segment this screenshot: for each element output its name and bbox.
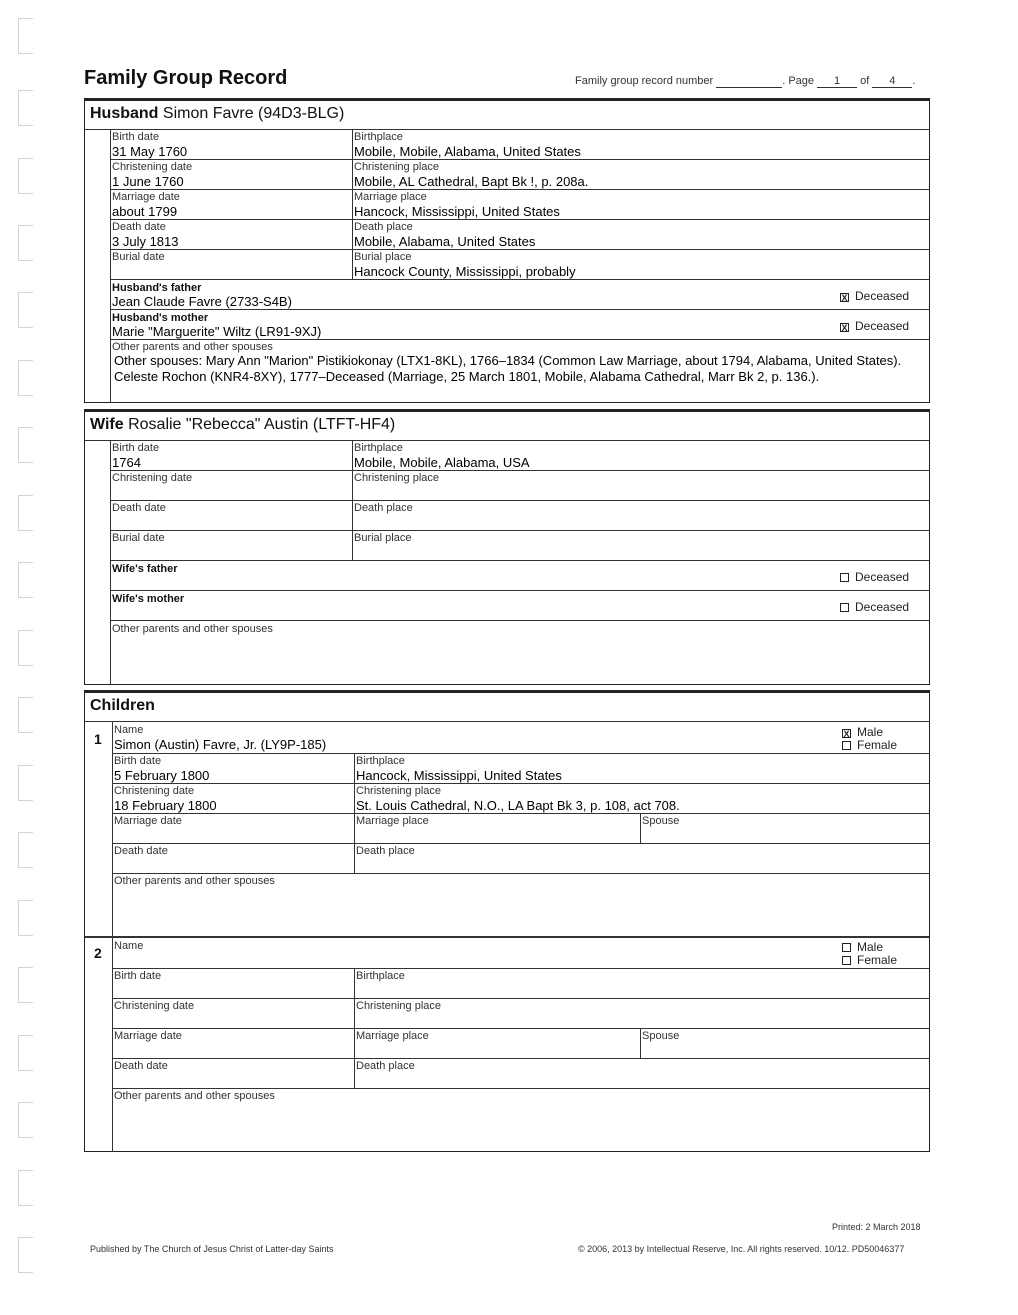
child1-marriage-date-label: Marriage date (114, 815, 182, 827)
husband-mother-label: Husband's mother (112, 312, 209, 324)
child2-death-date-label: Death date (114, 1060, 168, 1072)
child1-birthplace: Hancock, Mississippi, United States (356, 768, 562, 783)
child1-other-label: Other parents and other spouses (114, 875, 275, 887)
husband-birthplace-label: Birthplace (354, 131, 403, 143)
wife-mother-deceased-checkbox[interactable] (840, 600, 909, 614)
child1-female-checkbox[interactable] (842, 738, 897, 752)
checkbox-empty-icon (840, 573, 849, 582)
child2-marriage-place-label: Marriage place (356, 1030, 429, 1042)
wife-burial-place-label: Burial place (354, 532, 412, 544)
checkbox-checked-icon: X (843, 729, 850, 739)
checkbox-empty-icon (842, 956, 851, 965)
child1-male-label: Male (857, 725, 884, 739)
child1-marriage-place-label: Marriage place (356, 815, 429, 827)
husband-death-place-label: Death place (354, 221, 413, 233)
husband-other-spouses-line2: Celeste Rochon (KNR4-8XY), 1777–Deceased (Marriage, 25 March 1801, Mobile, Alabama Cathedral, Marr Bk 2, p. 136.). (114, 369, 820, 384)
husband-other-spouses-line1: Other spouses: Mary Ann "Marion" Pistikiokonay (LTX1-8KL), 1766–1834 (Common Law Marriage, about 1794, Alabama, United States). (114, 353, 902, 368)
husband-father-label: Husband's father (112, 282, 202, 294)
child1-christening-date: 18 February 1800 (114, 798, 217, 813)
husband-mother-deceased-checkbox[interactable] (840, 319, 909, 333)
child2-christening-date-label: Christening date (114, 1000, 195, 1012)
wife-section (84, 409, 930, 685)
husband-father: Jean Claude Favre (2733-S4B) (112, 294, 292, 309)
husband-marriage-date: about 1799 (112, 204, 178, 219)
child1-male-checkbox[interactable] (842, 725, 883, 739)
wife-christening-date-label: Christening date (112, 472, 193, 484)
checkbox-empty-icon (842, 943, 851, 952)
record-number-label: Family group record number (575, 75, 714, 87)
printed-date: Printed: 2 March 2018 (832, 1222, 921, 1232)
wife-birth-date: 1764 (112, 455, 141, 470)
husband-birthplace: Mobile, Mobile, Alabama, United States (354, 144, 581, 159)
publisher: Published by The Church of Jesus Christ of Latter-day Saints (90, 1244, 334, 1254)
child1-name-label: Name (114, 724, 144, 736)
child1-death-date-label: Death date (114, 845, 168, 857)
child1-birth-date-label: Birth date (114, 755, 162, 767)
wife-death-place-label: Death place (354, 502, 413, 514)
child1-female-label: Female (857, 738, 898, 752)
page-total: 4 (872, 75, 912, 88)
checkbox-empty-icon (842, 741, 851, 750)
checkbox-checked-icon: X (841, 323, 848, 333)
wife-label: Wife (90, 416, 124, 433)
husband-burial-place: Hancock County, Mississippi, probably (354, 264, 576, 279)
child2-female-checkbox[interactable] (842, 953, 897, 967)
husband-burial-place-label: Burial place (354, 251, 412, 263)
husband-birth-date: 31 May 1760 (112, 144, 188, 159)
child2-birthplace-label: Birthplace (356, 970, 405, 982)
wife-burial-date-label: Burial date (112, 532, 165, 544)
child1-christening-place: St. Louis Cathedral, N.O., LA Bapt Bk 3, p. 108, act 708. (356, 798, 680, 813)
husband-mother-deceased-label: Deceased (855, 319, 910, 333)
wife-other-label: Other parents and other spouses (112, 623, 273, 635)
record-number-blank[interactable] (716, 75, 782, 88)
husband-marriage-date-label: Marriage date (112, 191, 180, 203)
wife-father-deceased-label: Deceased (855, 570, 910, 584)
wife-christening-place-label: Christening place (354, 472, 439, 484)
child1-spouse-label: Spouse (642, 815, 680, 827)
page-label: . Page (782, 75, 815, 87)
husband-label: Husband (90, 105, 159, 122)
husband-name: Simon Favre (94D3-BLG) (162, 105, 345, 122)
of-label: of (860, 75, 870, 87)
children-section (84, 690, 930, 1152)
child2-male-label: Male (857, 940, 884, 954)
child2-name-label: Name (114, 940, 144, 952)
child2-female-label: Female (857, 953, 898, 967)
child2-birth-date-label: Birth date (114, 970, 162, 982)
husband-marriage-place-label: Marriage place (354, 191, 427, 203)
wife-mother-deceased-label: Deceased (855, 600, 910, 614)
page-title: Family Group Record (84, 67, 288, 89)
child1-name: Simon (Austin) Favre, Jr. (LY9P-185) (114, 737, 327, 752)
checkbox-empty-icon (840, 603, 849, 612)
child1-christening-place-label: Christening place (356, 785, 441, 797)
child2-christening-place-label: Christening place (356, 1000, 441, 1012)
wife-birthplace-label: Birthplace (354, 442, 403, 454)
wife-birth-date-label: Birth date (112, 442, 160, 454)
child1-christening-date-label: Christening date (114, 785, 195, 797)
husband-marriage-place: Hancock, Mississippi, United States (354, 204, 560, 219)
husband-father-deceased-label: Deceased (855, 289, 910, 303)
child1-number: 1 (94, 731, 102, 747)
husband-section (84, 98, 930, 403)
child1-birthplace-label: Birthplace (356, 755, 405, 767)
wife-name: Rosalie "Rebecca" Austin (LTFT-HF4) (128, 416, 396, 433)
husband-death-date-label: Death date (112, 221, 166, 233)
child1-death-place-label: Death place (356, 845, 415, 857)
page-number: 1 (817, 75, 857, 88)
husband-death-date: 3 July 1813 (112, 234, 179, 249)
child1-birth-date: 5 February 1800 (114, 768, 210, 783)
copyright: © 2006, 2013 by Intellectual Reserve, Inc. All rights reserved. 10/12. PD50046377 (578, 1244, 905, 1254)
husband-christening-place-label: Christening place (354, 161, 439, 173)
husband-birth-date-label: Birth date (112, 131, 160, 143)
child2-other-label: Other parents and other spouses (114, 1090, 275, 1102)
record-number-info: Family group record number . Page 1 of 4 . (575, 75, 916, 87)
husband-burial-date-label: Burial date (112, 251, 165, 263)
husband-christening-date-label: Christening date (112, 161, 193, 173)
husband-header (90, 105, 344, 123)
checkbox-checked-icon: X (841, 293, 848, 303)
child2-marriage-date-label: Marriage date (114, 1030, 182, 1042)
husband-death-place: Mobile, Alabama, United States (354, 234, 536, 249)
husband-christening-date: 1 June 1760 (112, 174, 184, 189)
child2-number: 2 (94, 945, 102, 961)
husband-other-label: Other parents and other spouses (112, 341, 273, 353)
wife-father-label: Wife's father (112, 563, 178, 575)
wife-father-deceased-checkbox[interactable] (840, 570, 909, 584)
husband-father-deceased-checkbox[interactable] (840, 289, 909, 303)
child2-death-place-label: Death place (356, 1060, 415, 1072)
children-header: Children (90, 697, 155, 714)
child2-spouse-label: Spouse (642, 1030, 680, 1042)
wife-mother-label: Wife's mother (112, 593, 185, 605)
wife-death-date-label: Death date (112, 502, 166, 514)
wife-header (90, 416, 395, 434)
wife-birthplace: Mobile, Mobile, Alabama, USA (354, 455, 530, 470)
child2-male-checkbox[interactable] (842, 940, 883, 954)
husband-mother: Marie "Marguerite" Wiltz (LR91-9XJ) (112, 324, 322, 339)
husband-christening-place: Mobile, AL Cathedral, Bapt Bk !, p. 208a. (354, 174, 589, 189)
